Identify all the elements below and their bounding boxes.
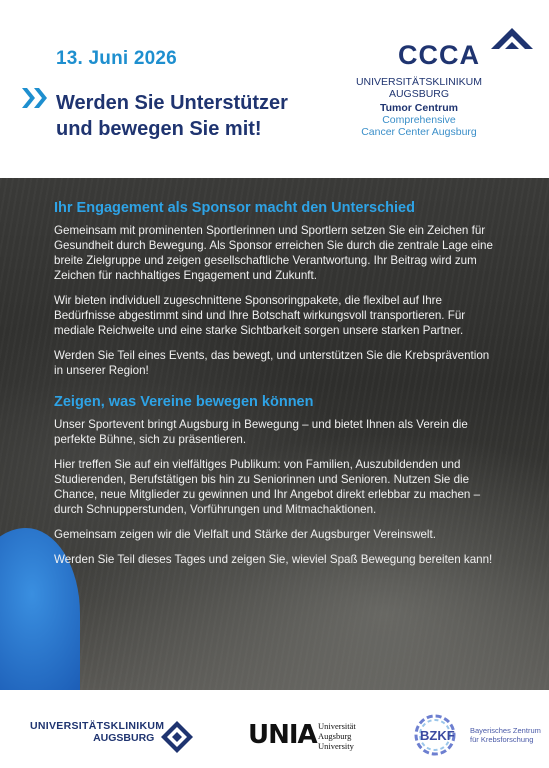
ccca-diamond-icon xyxy=(489,26,535,72)
uka-line-1: UNIVERSITÄTSKLINIKUM xyxy=(30,720,165,732)
section-1-heading: Ihr Engagement als Sponsor macht den Unterschied xyxy=(54,200,415,216)
ccca-abbr: CCCA xyxy=(398,40,480,70)
section-1-paragraph-1: Gemeinsam mit prominenten Sportlerinnen und Sportlern setzen Sie ein Zeichen für Gesundheit durch Bewegung. Als Sponsor erreichen Sie durch die zentrale Lage eine breite Zielgruppe und zeigen gesellschaftliche Verantwortung. Ihr Beitrag wird zum Zeichen für nachhaltiges Engagement und Zukunft. xyxy=(54,224,493,282)
uka-line-2: AUGSBURG xyxy=(93,732,155,744)
unia-logo xyxy=(248,720,317,750)
ccca-line-3: Tumor Centrum xyxy=(379,102,458,114)
ccca-line-2: AUGSBURG xyxy=(388,88,450,100)
ccca-subtitle xyxy=(356,76,482,138)
ccca-line-4: Comprehensive xyxy=(382,114,456,126)
headline xyxy=(56,90,288,142)
unia-line-1: Universität xyxy=(318,721,356,731)
bzkf-line-2: für Krebsforschung xyxy=(470,735,534,744)
main-content xyxy=(54,200,494,577)
background-photo xyxy=(0,178,549,690)
section-1-paragraph-2: Wir bieten individuell zugeschnittene Sponsoringpakete, die flexibel auf Ihre Bedürfnisse abgestimmt sind und Ihre Botschaft wirkungsvoll transportieren. Für mediale Reichweite und eine starke Sichtbarkeit sorgen unsere starken Partner. xyxy=(54,294,466,337)
section-2-paragraph-4: Werden Sie Teil dieses Tages und zeigen Sie, wieviel Spaß Bewegung bereiten kann! xyxy=(54,553,493,566)
uka-diamond-icon xyxy=(160,720,194,754)
headline-line-2: und bewegen Sie mit! xyxy=(56,118,262,140)
section-2-paragraph-1: Unser Sportevent bringt Augsburg in Bewegung – und bietet Ihnen als Verein die perfekte Bühne, sich zu präsentieren. xyxy=(54,418,468,446)
event-date: 13. Juni 2026 xyxy=(56,48,177,69)
footer-logos xyxy=(0,690,549,768)
header xyxy=(0,0,549,178)
section-2-heading: Zeigen, was Vereine bewegen können xyxy=(54,394,314,410)
unia-line-2: Augsburg xyxy=(318,731,352,741)
bzkf-text xyxy=(470,726,541,744)
section-2-paragraph-2: Hier treffen Sie auf ein vielfältiges Publikum: von Familien, Auszubildenden und Studierenden, Berufstätigen bis hin zu Seniorinnen und Senioren. Nutzen Sie die Chance, neue Mitglieder zu gewinnen und Ihr Angebot direkt erlebbar zu machen – durch Schnupperstunden, Vorführungen und Mitmachaktionen. xyxy=(54,458,481,516)
unia-line-3: University xyxy=(318,741,354,751)
unia-mark: UNIA xyxy=(248,720,317,750)
section-1-paragraph-3: Werden Sie Teil eines Events, das bewegt, und unterstützen Sie die Krebsprävention in unserer Region! xyxy=(54,349,490,377)
ccca-line-1: UNIVERSITÄTSKLINIKUM xyxy=(355,76,482,88)
unia-text xyxy=(318,721,356,751)
bzkf-abbr: BZKF xyxy=(420,728,455,743)
ccca-logo xyxy=(335,26,535,146)
headline-line-1: Werden Sie Unterstützer xyxy=(56,92,288,114)
uka-logo-text xyxy=(30,720,164,744)
ccca-line-5: Cancer Center Augsburg xyxy=(361,126,477,138)
bzkf-line-1: Bayerisches Zentrum xyxy=(470,726,541,735)
section-2-paragraph-3: Gemeinsam zeigen wir die Vielfalt und Stärke der Augsburger Vereinswelt. xyxy=(54,528,436,541)
double-chevron-icon xyxy=(22,86,50,110)
